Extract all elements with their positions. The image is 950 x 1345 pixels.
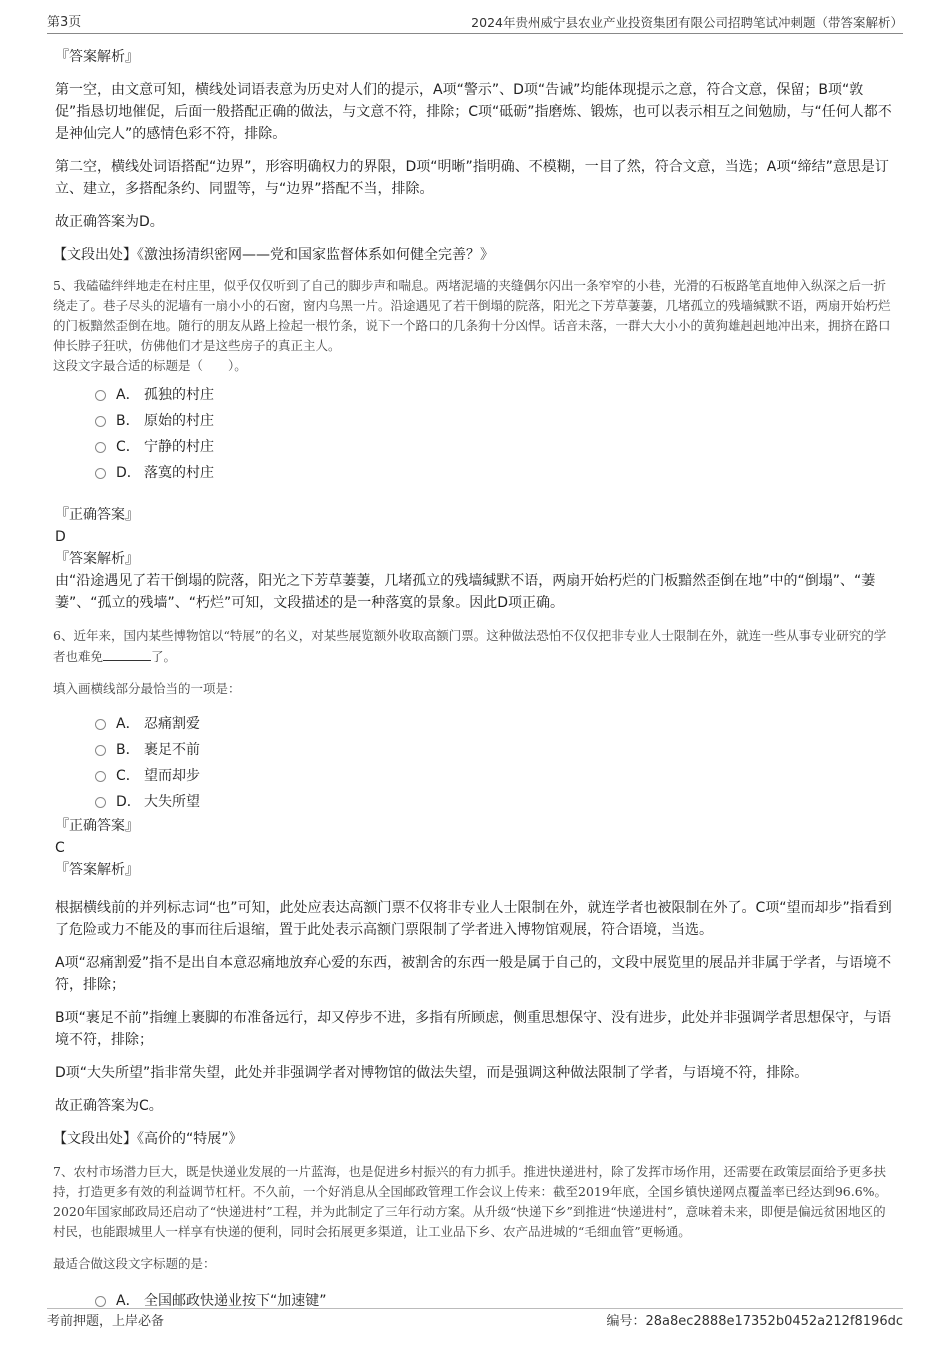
q5-prompt: 这段文字最合适的标题是（ ）。 [53, 358, 247, 373]
q6-analysis-p3: B项“裹足不前”指缠上裹脚的布准备远行，却又停步不进，多指有所顾虑，侧重思想保守、没有进步，此处并非强调学者思想保守，与语境不符，排除； [55, 1010, 892, 1048]
radio-icon[interactable] [95, 719, 106, 730]
q5-option-a[interactable]: A． 孤独的村庄 [95, 382, 895, 408]
page-number: 第3页 [47, 15, 82, 30]
q5-options [95, 382, 895, 486]
q4-conclusion: 故正确答案为D。 [55, 214, 164, 230]
q6-prompt: 填入画横线部分最恰当的一项是： [53, 681, 241, 696]
q6-conclusion: 故正确答案为C。 [55, 1098, 163, 1114]
q5-answer-label: 『正确答案』 [55, 507, 139, 523]
q6-source: 【文段出处】《高价的“特展”》 [53, 1131, 243, 1147]
q5-option-b[interactable]: B． 原始的村庄 [95, 408, 895, 434]
q6-question-text: 6、近年来，国内某些博物馆以“特展”的名义，对某些展览额外收取高额门票。这种做法恐怕不仅仅把非专业人士限制在外，就连一些从事专业研究的学者也难免 了。 [53, 628, 887, 664]
answer-blank [103, 646, 151, 661]
q5-question-text: 5、我磕磕绊绊地走在村庄里，似乎仅仅听到了自己的脚步声和喘息。两堵泥墙的夹缝偶尔闪出一条窄窄的小巷，光滑的石板路笔直地伸入纵深之后一折绕走了。巷子尽头的泥墙有一扇小小的石窗，窗内乌黑一片。沿途遇见了若干倒塌的院落，阳光之下芳草萋萋，几堵孤立的残墙缄默不语，两扇开始朽烂的门板黯然歪倒在地。随行的朋友从路上捡起一根竹条，说下一个路口的几条狗十分凶悍。话音未落，一群大大小小的黄狗雄赳赳地冲出来，拥挤在路口伸长脖子狂吠，仿佛他们才是这些房子的真正主人。 [53, 278, 891, 353]
q7-prompt: 最适合做这段文字标题的是： [53, 1256, 216, 1271]
q6-analysis-p2: A项“忍痛割爱”指不是出自本意忍痛地放弃心爱的东西，被割舍的东西一般是属于自己的，文段中展览里的展品并非属于学者，与语境不符，排除； [55, 955, 892, 993]
q7-question-text: 7、农村市场潜力巨大，既是快递业发展的一片蓝海，也是促进乡村振兴的有力抓手。推进快递进村，除了发挥市场作用，还需要在政策层面给予更多扶持，打造更多有效的利益调节杠杆。不久前，一个好消息从全国邮政管理工作会议上传来：截至2019年底，全国乡镇快递网点覆盖率已经达到96.6%。2020年国家邮政局还启动了“快递进村”工程，并为此制定了三年行动方案。从升级“快递下乡”到推进“快递进村”，意味着未来，即便是偏远贫困地区的村民，也能跟城里人一样享有快递的便利，同时会拓展更多渠道，让工业品下乡、农产品进城的“毛细血管”更畅通。 [53, 1164, 888, 1239]
q5-option-d[interactable]: D． 落寞的村庄 [95, 460, 895, 486]
document-title: 2024年贵州威宁县农业产业投资集团有限公司招聘笔试冲刺题（带答案解析） [471, 15, 903, 30]
q5-analysis-label: 『答案解析』 [55, 551, 139, 567]
q7-option-a[interactable]: A． 全国邮政快递业按下“加速键” [95, 1288, 895, 1314]
q6-option-b[interactable]: B． 裹足不前 [95, 737, 895, 763]
radio-icon[interactable] [95, 442, 106, 453]
q4-analysis-label: 『答案解析』 [55, 49, 139, 65]
q4-analysis-p2: 第二空，横线处词语搭配“边界”，形容明确权力的界限，D项“明晰”指明确、不模糊，一目了然，符合文意，当选；A项“缔结”意思是订立、建立，多搭配条约、同盟等，与“边界”搭配不当，排除。 [55, 159, 889, 197]
radio-icon[interactable] [95, 1296, 106, 1307]
q6-answer-label: 『正确答案』 [55, 818, 139, 834]
radio-icon[interactable] [95, 797, 106, 808]
q6-option-d[interactable]: D． 大失所望 [95, 789, 895, 815]
radio-icon[interactable] [95, 416, 106, 427]
page-header [47, 13, 903, 34]
page-footer [47, 1308, 903, 1331]
footer-slogan: 考前押题，上岸必备 [47, 1314, 165, 1329]
q6-options [95, 711, 895, 815]
q5-analysis: 由“沿途遇见了若干倒塌的院落，阳光之下芳草萋萋，几堵孤立的残墙缄默不语，两扇开始朽烂的门板黯然歪倒在地”中的“倒塌”、“萋萋”、“孤立的残墙”、“朽烂”可知，文段描述的是一种落寞的景象。因此D项正确。 [55, 573, 876, 611]
q4-analysis-p1: 第一空，由文意可知，横线处词语表意为历史对人们的提示，A项“警示”、D项“告诫”均能体现提示之意，符合文意，保留；B项“敦促”指恳切地催促，后面一般搭配正确的做法，与文意不符，排除；C项“砥砺”指磨炼、锻炼，也可以表示相互之间勉励，与“任何人都不是神仙完人”的感情色彩不符，排除。 [55, 82, 892, 142]
q4-source: 【文段出处】《激浊扬清织密网——党和国家监督体系如何健全完善？》 [53, 247, 494, 263]
q6-option-a[interactable]: A． 忍痛割爱 [95, 711, 895, 737]
q6-analysis-label: 『答案解析』 [55, 862, 139, 878]
q6-answer: C [55, 840, 65, 856]
radio-icon[interactable] [95, 468, 106, 479]
q5-option-c[interactable]: C． 宁静的村庄 [95, 434, 895, 460]
radio-icon[interactable] [95, 771, 106, 782]
radio-icon[interactable] [95, 745, 106, 756]
q6-analysis-p4: D项“大失所望”指非常失望，此处并非强调学者对博物馆的做法失望，而是强调这种做法限制了学者，与语境不符，排除。 [55, 1065, 809, 1081]
q6-option-c[interactable]: C． 望而却步 [95, 763, 895, 789]
q6-analysis-p1: 根据横线前的并列标志词“也”可知，此处应表达高额门票不仅将非专业人士限制在外，就连学者也被限制在外了。C项“望而却步”指看到了危险或力不能及的事而往后退缩，置于此处表示高额门票限制了学者进入博物馆观展，符合语境，当选。 [55, 900, 892, 938]
q5-answer: D [55, 529, 66, 545]
document-serial: 编号：28a8ec2888e17352b0452a212f8196dc [606, 1314, 903, 1329]
radio-icon[interactable] [95, 390, 106, 401]
page-content [55, 46, 895, 1314]
